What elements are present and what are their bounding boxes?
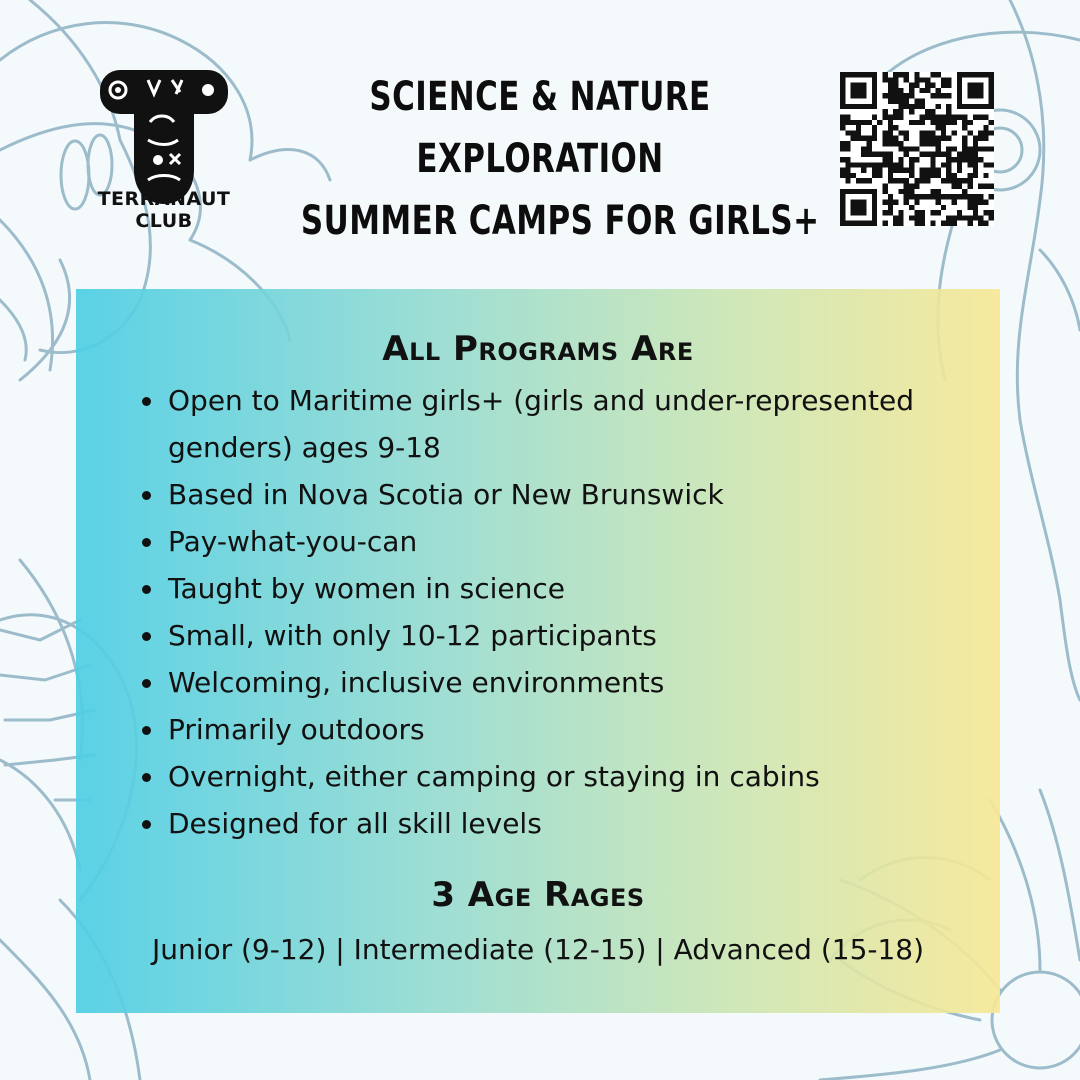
list-item: • Designed for all skill levels [166, 800, 1006, 847]
title-line-2: EXPLORATION [416, 136, 664, 182]
list-item: • Open to Maritime girls+ (girls and under-represented genders) ages 9-18 [166, 377, 1006, 471]
list-item: • Small, with only 10-12 participants [166, 612, 1006, 659]
list-item: • Welcoming, inclusive environments [166, 659, 1006, 706]
logo-wordmark-line1: TERRANAUT [97, 188, 231, 210]
list-item: • Pay-what-you-can [166, 518, 1006, 565]
logo-wordmark-line2: CLUB [135, 210, 193, 232]
list-item: • Based in Nova Scotia or New Brunswick [166, 471, 1006, 518]
list-item: • Overnight, either camping or staying in cabins [166, 753, 1006, 800]
title-line-1: SCIENCE & NATURE [369, 74, 711, 120]
age-ranges-line: Junior (9-12) | Intermediate (12-15) | Advanced (15-18) [151, 933, 925, 966]
title-line-3: SUMMER CAMPS FOR GIRLS+ [300, 198, 820, 244]
qr-code-icon[interactable] [840, 72, 994, 226]
list-item: • Taught by women in science [166, 565, 1006, 612]
page-title [300, 66, 820, 252]
list-item: • Primarily outdoors [166, 706, 1006, 753]
age-ranges-heading: 3 Age Rages [431, 875, 645, 915]
programs-info-panel [76, 289, 1000, 1013]
programs-list [136, 377, 1006, 847]
programs-heading: All Programs Are [382, 329, 694, 369]
